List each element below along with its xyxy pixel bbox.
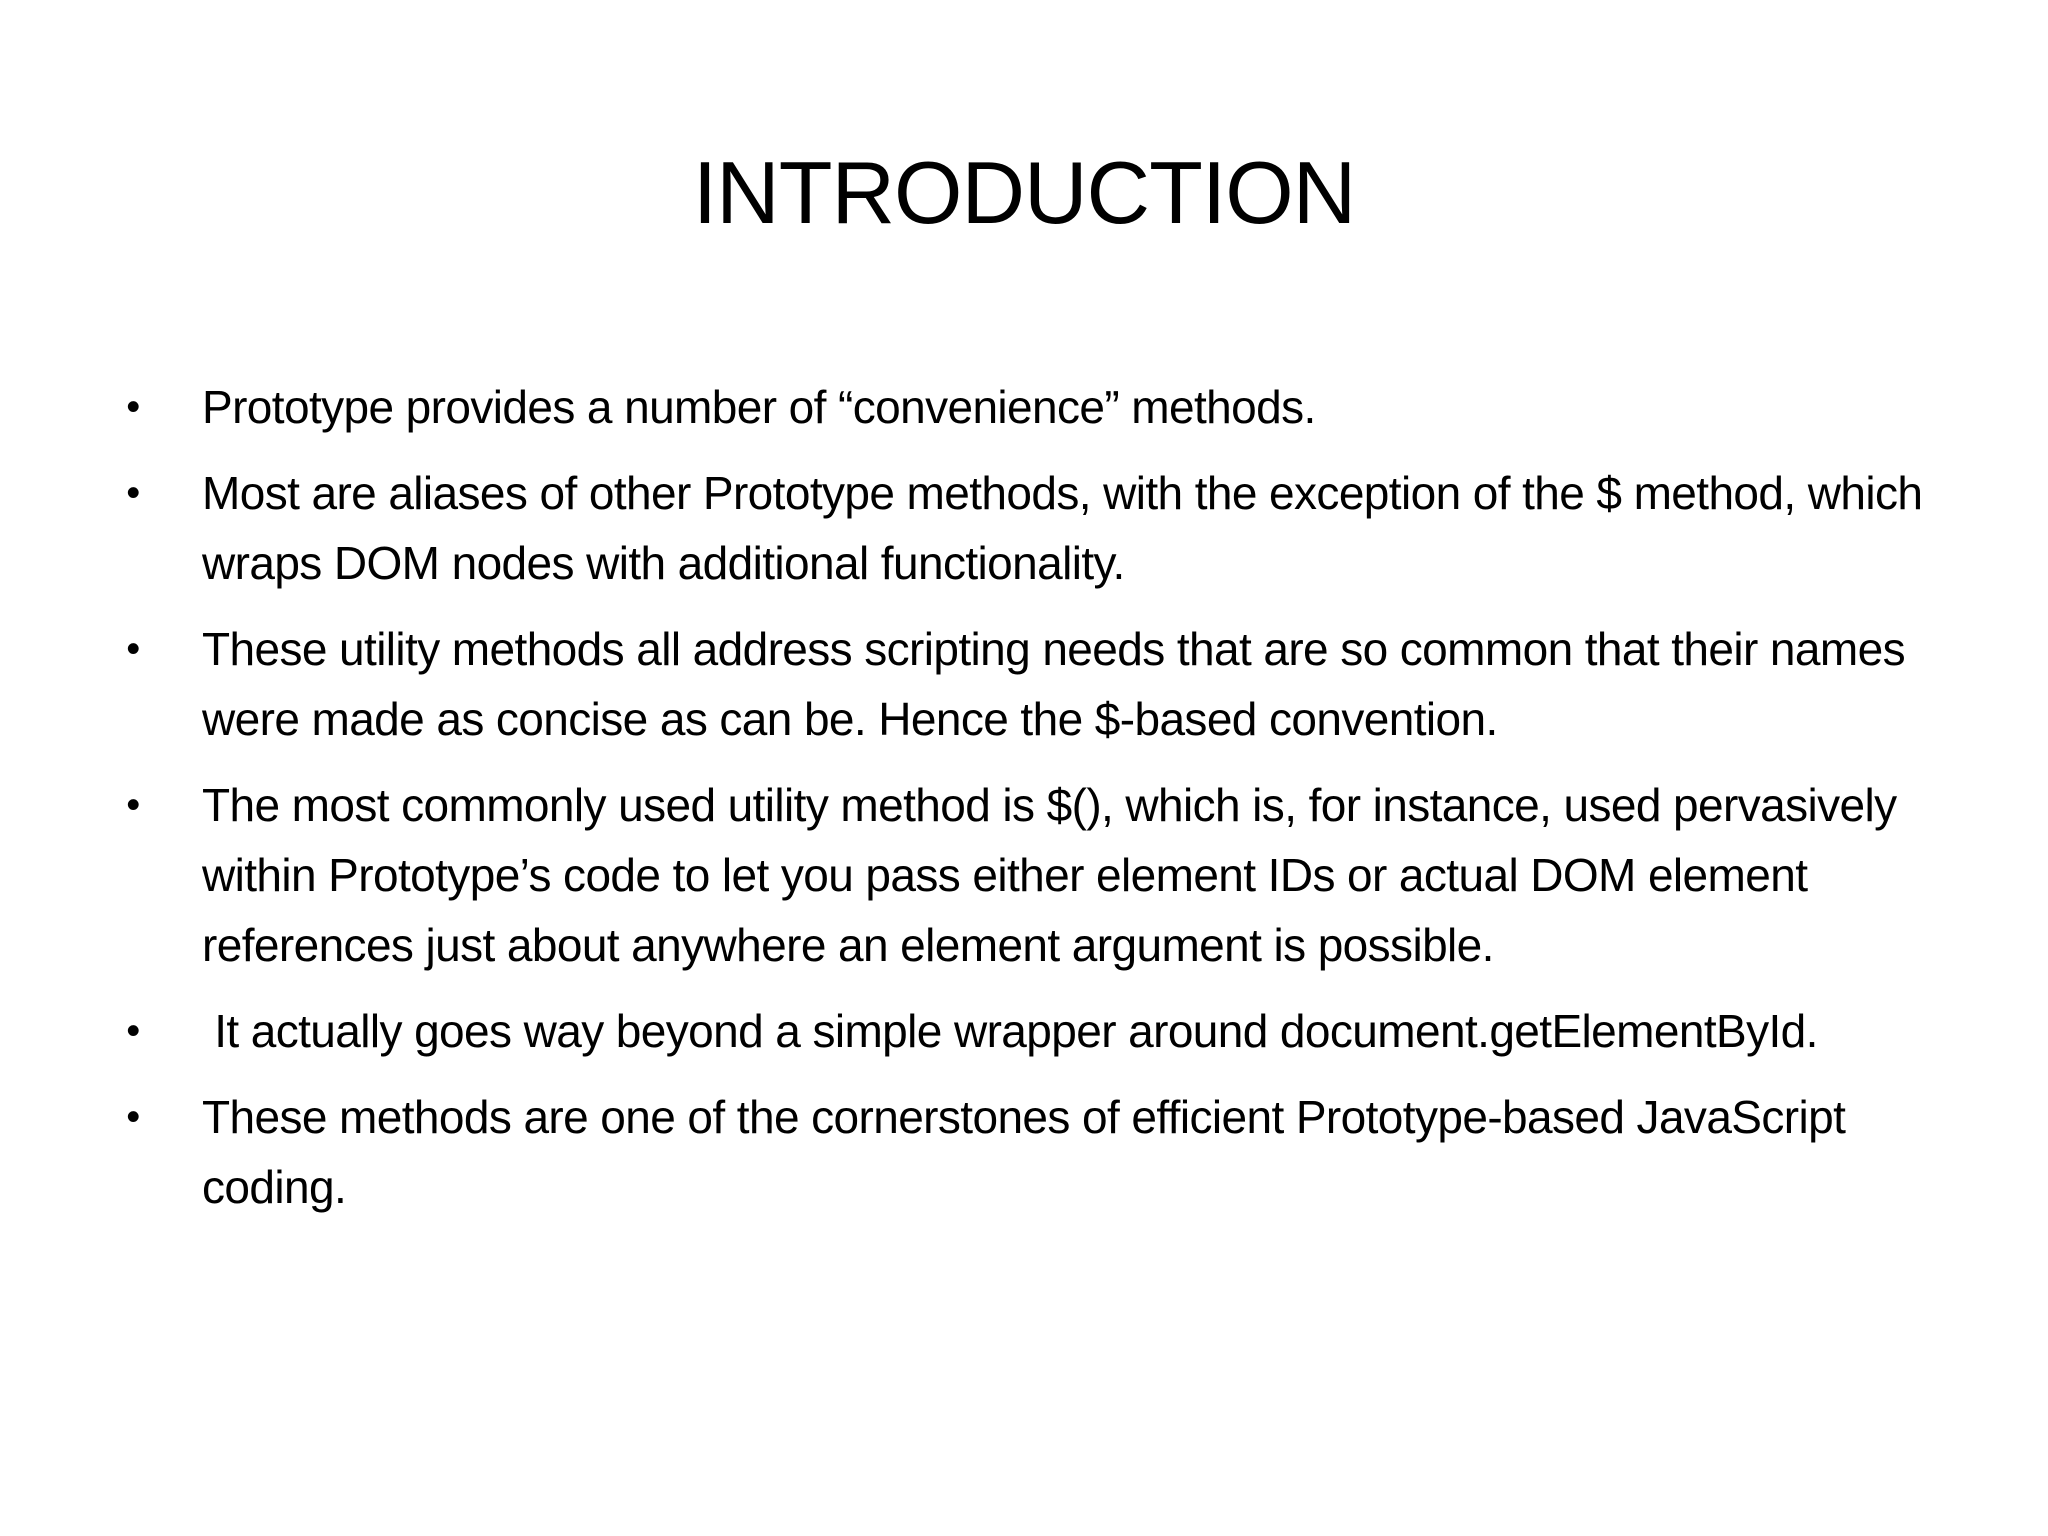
bullet-text: These methods are one of the cornerstones of efficient Prototype-based JavaScript coding. xyxy=(202,1091,1858,1213)
bullet-list xyxy=(118,372,1948,1238)
bullet-item xyxy=(118,770,1948,980)
slide-title: INTRODUCTION xyxy=(692,143,1356,242)
bullet-item xyxy=(118,996,1948,1066)
bullet-icon: • xyxy=(126,385,140,429)
bullet-text: The most commonly used utility method is $(), which is, for instance, used pervasively within Prototype’s code to let you pass either element IDs or actual DOM element references just about anywhere an element argument is possible. xyxy=(202,779,1909,971)
bullet-icon: • xyxy=(126,627,140,671)
bullet-item xyxy=(118,372,1948,442)
bullet-text: These utility methods all address scripting needs that are so common that their names were made as concise as can be. Hence the $-based convention. xyxy=(202,623,1918,745)
bullet-icon: • xyxy=(126,783,140,827)
bullet-text: Most are aliases of other Prototype methods, with the exception of the $ method, which wraps DOM nodes with additional functionality. xyxy=(202,467,1935,589)
bullet-item xyxy=(118,1082,1948,1222)
bullet-icon: • xyxy=(126,1009,140,1053)
bullet-icon: • xyxy=(126,1095,140,1139)
bullet-text: Prototype provides a number of “convenience” methods. xyxy=(202,381,1316,433)
bullet-item xyxy=(118,458,1948,598)
bullet-item xyxy=(118,614,1948,754)
bullet-text: It actually goes way beyond a simple wrapper around document.getElementById. xyxy=(202,1005,1818,1057)
bullet-icon: • xyxy=(126,471,140,515)
